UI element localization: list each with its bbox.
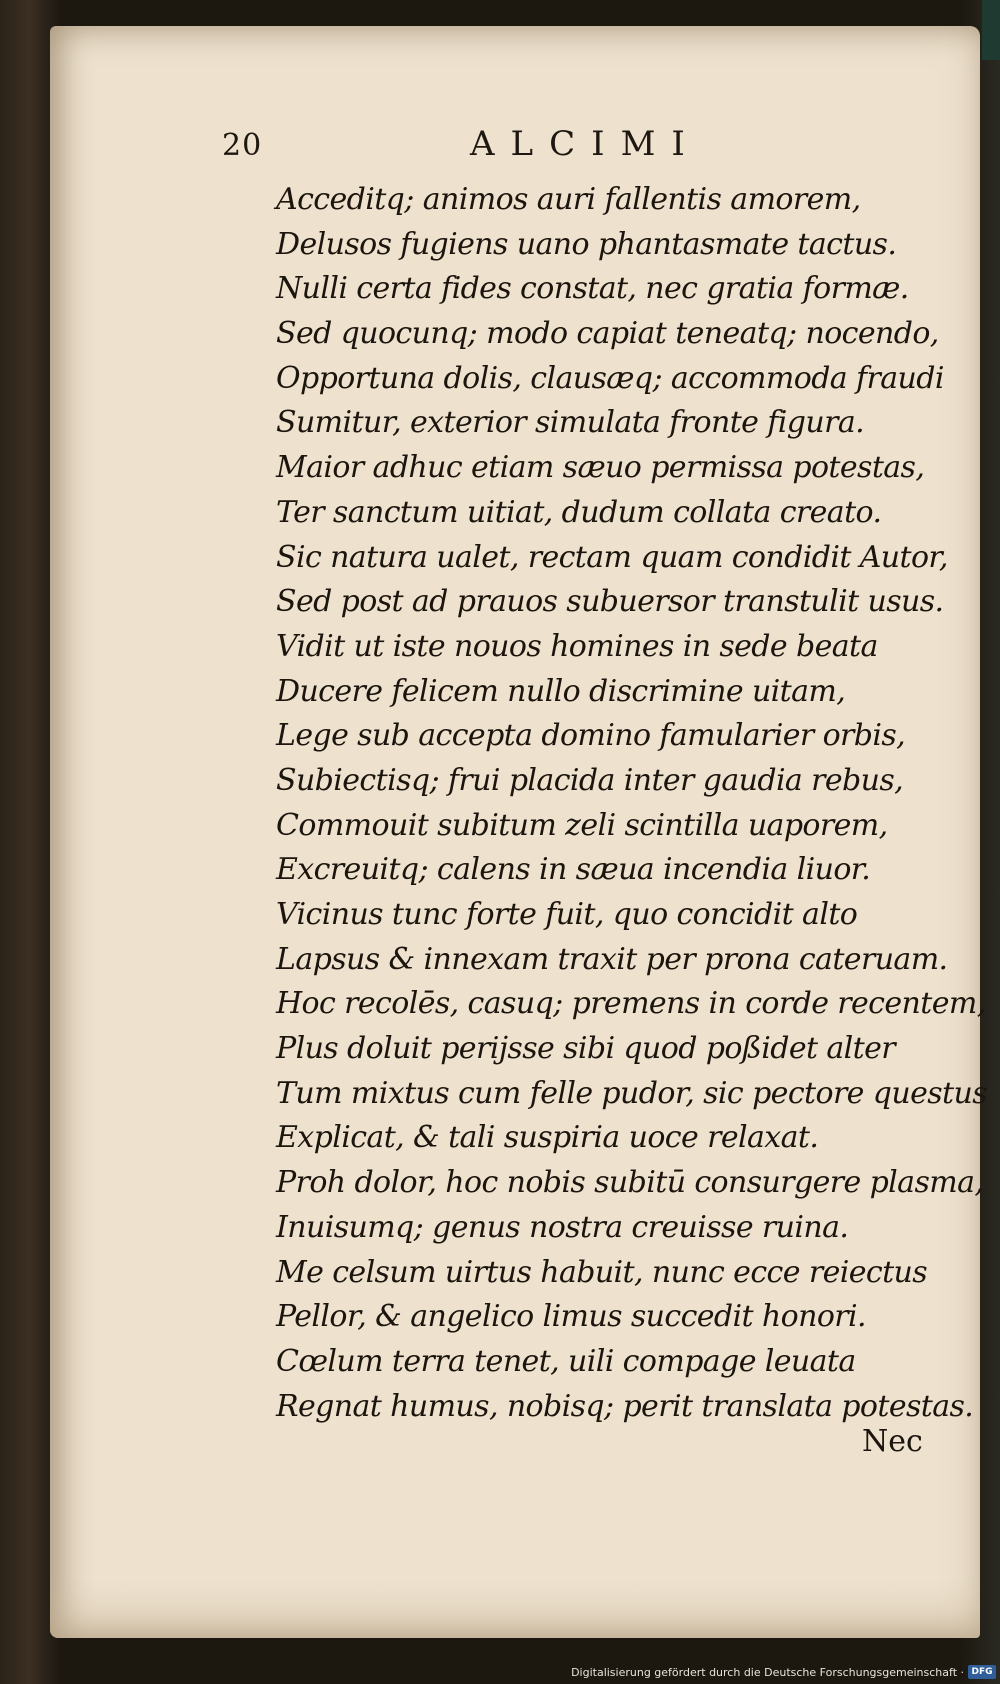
verse-line: Vicinus tunc forte fuit, quo concidit alto bbox=[276, 897, 858, 932]
verse-line: Sed quocunq; modo capiat teneatq; nocendo, bbox=[276, 316, 939, 352]
verse-line: Acceditq; animos auri fallentis amorem, bbox=[276, 182, 861, 217]
verse-line: Ducere felicem nullo discrimine uitam, bbox=[276, 673, 846, 709]
verse-line: Cœlum terra tenet, uili compage leuata bbox=[276, 1343, 856, 1379]
verse-line: Proh dolor, hoc nobis subitū consurgere plasma, bbox=[276, 1165, 984, 1201]
verse-line: Explicat, & tali suspiria uoce relaxat. bbox=[276, 1120, 819, 1156]
verse-line: Opportuna dolis, clausæq; accommoda fraudi bbox=[276, 360, 944, 396]
verse-line: Hoc recolēs, casuq; premens in corde recentem, bbox=[276, 986, 986, 1022]
verse-line: Tum mixtus cum felle pudor, sic pectore questus bbox=[276, 1075, 988, 1111]
verse-text bbox=[276, 178, 988, 1429]
verse-line: Plus doluit perijsse sibi quod poßidet alter bbox=[276, 1031, 896, 1067]
verse-line: Nulli certa fides constat, nec gratia formæ. bbox=[276, 271, 909, 307]
verse-line: Maior adhuc etiam sæuo permissa potestas, bbox=[276, 450, 925, 486]
page-number: 20 bbox=[222, 128, 263, 163]
verse-line: Vidit ut iste nouos homines in sede beata bbox=[276, 628, 878, 664]
verse-line: Sic natura ualet, rectam quam condidit Autor, bbox=[276, 539, 948, 575]
verse-line: Pellor, & angelico limus succedit honori. bbox=[276, 1299, 866, 1335]
digitization-credit: Digitalisierung gefördert durch die Deutsche Forschungsgemeinschaft · bbox=[571, 1666, 964, 1679]
verse-line: Lapsus & innexam traxit per prona cateruam. bbox=[276, 941, 948, 977]
verse-line: Me celsum uirtus habuit, nunc ecce reiectus bbox=[276, 1254, 928, 1290]
verse-line: Sed post ad prauos subuersor transtulit usus. bbox=[276, 584, 944, 620]
verse-line: Sumitur, exterior simulata fronte figura. bbox=[276, 405, 865, 441]
verse-line: Excreuitq; calens in sæua incendia liuor. bbox=[276, 852, 871, 888]
page-header bbox=[222, 124, 962, 168]
verse-line: Commouit subitum zeli scintilla uaporem, bbox=[276, 807, 888, 843]
running-title: ALCIMI bbox=[470, 124, 701, 164]
verse-line: Lege sub accepta domino famularier orbis, bbox=[276, 718, 906, 754]
verse-line: Delusos fugiens uano phantasmate tactus. bbox=[276, 226, 897, 262]
book-cover-edge bbox=[982, 0, 1000, 60]
verse-line: Inuisumq; genus nostra creuisse ruina. bbox=[276, 1209, 849, 1245]
verse-line: Regnat humus, nobisq; perit translata potestas. bbox=[276, 1388, 974, 1424]
verse-line: Ter sanctum uitiat, dudum collata creato. bbox=[276, 494, 882, 530]
dfg-logo-icon: DFG bbox=[968, 1665, 996, 1679]
verse-line: Subiectisq; frui placida inter gaudia rebus, bbox=[276, 762, 904, 798]
catchword: Nec bbox=[862, 1424, 923, 1459]
